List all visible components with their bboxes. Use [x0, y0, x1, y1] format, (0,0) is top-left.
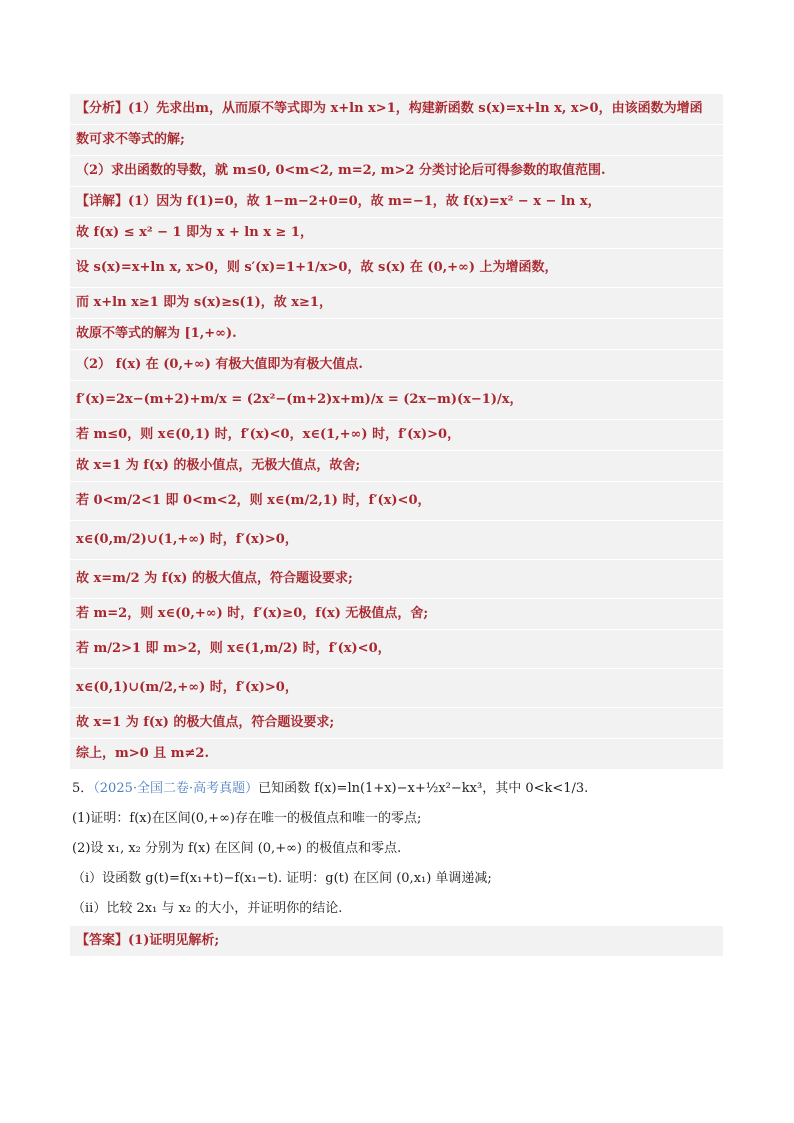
detail-text-11: x∈(0,m/2)∪(1,+∞) 时，f′(x)>0， — [76, 532, 298, 547]
answer-line — [70, 926, 723, 957]
question-part-2i: （i）设函数 g(t)=f(x₁+t)−f(x₁−t). 证明：g(t) 在区间 (0,x₁) 单调递减; — [72, 871, 492, 886]
answer-text: (1)证明见解析; — [128, 933, 220, 948]
detail-text-2: 故 f(x) ≤ x² − 1 即为 x + ln x ≥ 1， — [76, 225, 313, 240]
solution-block — [70, 94, 723, 770]
detail-text-10: 若 0<m/2<1 即 0<m<2，则 x∈(m/2,1) 时，f′(x)<0， — [76, 493, 431, 508]
detail-line-2 — [70, 218, 723, 249]
detail-text-4: 而 x+ln x≥1 即为 s(x)≥s(1)，故 x≥1， — [76, 295, 332, 310]
detail-line-16 — [70, 708, 723, 739]
detail-text-8: 若 m≤0，则 x∈(0,1) 时，f′(x)<0，x∈(1,+∞) 时，f′(x)>0， — [76, 427, 461, 442]
detail-line-11 — [70, 521, 723, 560]
analysis-tag: 【分析】 — [76, 101, 129, 116]
question-stem: 已知函数 f(x)=ln(1+x)−x+½x²−kx³，其中 0<k<1/3. — [258, 781, 589, 796]
detail-line-12 — [70, 560, 723, 599]
detail-text-7: f′(x)=2x−(m+2)+m/x = (2x²−(m+2)x+m)/x = (2x−m)(x−1)/x， — [76, 392, 523, 407]
detail-line-10 — [70, 482, 723, 521]
question-block — [70, 774, 723, 924]
analysis-text-1: (1）先求出m，从而原不等式即为 x+ln x>1，构建新函数 s(x)=x+ln x, x>0，由该函数为增函 — [128, 101, 703, 116]
detail-line-15 — [70, 669, 723, 708]
analysis-line-1 — [70, 94, 723, 125]
detail-text-1: (1）因为 f(1)=0，故 1−m−2+0=0，故 m=−1，故 f(x)=x² − x − ln x， — [128, 194, 601, 209]
detail-text-14: 若 m/2>1 即 m>2，则 x∈(1,m/2) 时，f′(x)<0， — [76, 641, 391, 656]
detail-line-6 — [70, 350, 723, 381]
detail-text-16: 故 x=1 为 f(x) 的极大值点，符合题设要求; — [76, 715, 335, 730]
analysis-line-2 — [70, 156, 723, 187]
detail-line-14 — [70, 630, 723, 669]
detail-text-3: 设 s(x)=x+ln x, x>0，则 s′(x)=1+1/x>0，故 s(x) 在 (0,+∞) 上为增函数， — [76, 260, 558, 275]
detail-text-15: x∈(0,1)∪(m/2,+∞) 时，f′(x)>0， — [76, 680, 298, 695]
question-number: 5． — [72, 781, 94, 796]
question-source: （2025·全国二卷·高考真题） — [93, 781, 259, 796]
detail-text-9: 故 x=1 为 f(x) 的极小值点，无极大值点，故舍; — [76, 458, 361, 473]
detail-text-17: 综上，m>0 且 m≠2. — [76, 746, 209, 761]
analysis-text-2: （2）求出函数的导数，就 m≤0, 0<m<2, m=2, m>2 分类讨论后可得参数的取值范围. — [76, 163, 606, 178]
detail-line-4 — [70, 288, 723, 319]
detail-text-5: 故原不等式的解为 [1,+∞). — [76, 326, 237, 341]
question-stem-line — [70, 774, 723, 804]
detail-line-13 — [70, 599, 723, 630]
detail-line-7 — [70, 381, 723, 420]
detail-text-12: 故 x=m/2 为 f(x) 的极大值点，符合题设要求; — [76, 571, 353, 586]
detail-tag: 【详解】 — [76, 194, 129, 209]
detail-line-9 — [70, 451, 723, 482]
detail-line-1 — [70, 187, 723, 218]
analysis-line-1b — [70, 125, 723, 156]
question-part-2ii: （ii）比较 2x₁ 与 x₂ 的大小，并证明你的结论. — [72, 901, 343, 916]
detail-line-5 — [70, 319, 723, 350]
detail-line-17 — [70, 739, 723, 770]
question-part-1: (1)证明：f(x)在区间(0,+∞)存在唯一的极值点和唯一的零点; — [72, 811, 422, 826]
detail-text-13: 若 m=2，则 x∈(0,+∞) 时，f′(x)≥0，f(x) 无极值点，舍; — [76, 606, 429, 621]
answer-tag: 【答案】 — [76, 933, 129, 948]
detail-line-3 — [70, 249, 723, 288]
analysis-text-1b: 数可求不等式的解; — [76, 132, 185, 147]
question-part-2: (2)设 x₁, x₂ 分别为 f(x) 在区间 (0,+∞) 的极值点和零点. — [72, 841, 402, 856]
page-content — [70, 94, 723, 957]
detail-line-8 — [70, 420, 723, 451]
detail-text-6: （2） f(x) 在 (0,+∞) 有极大值即为有极大值点. — [76, 357, 363, 372]
